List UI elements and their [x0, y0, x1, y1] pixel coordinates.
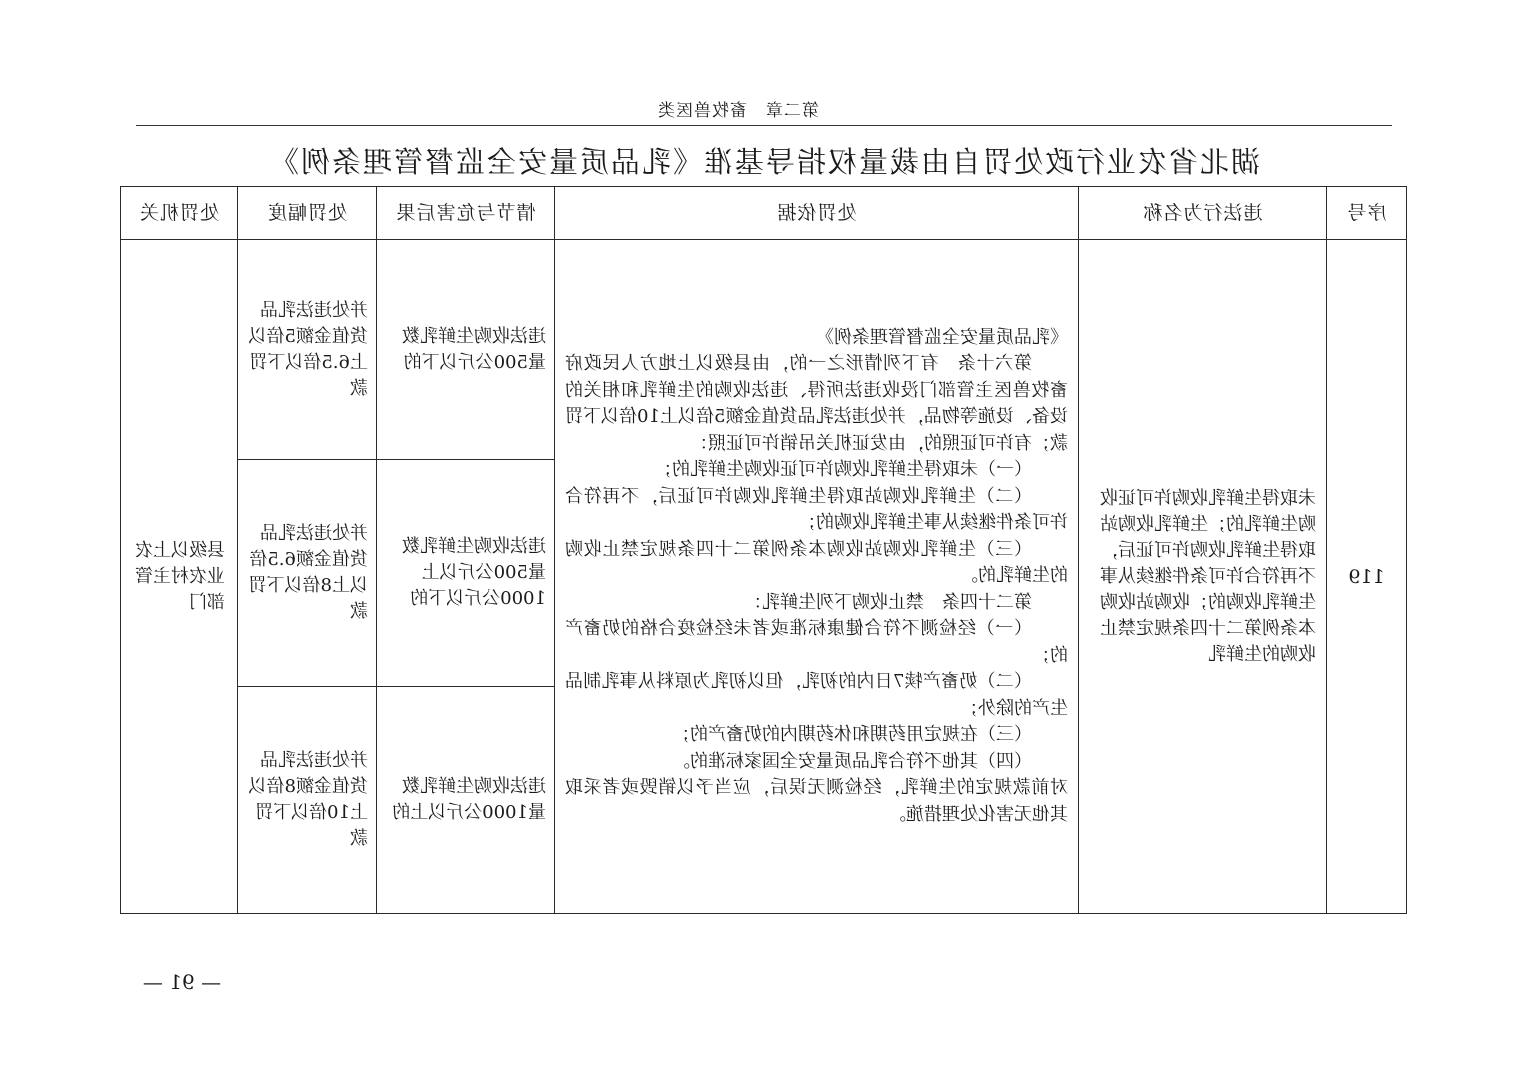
col-header-penalty: 处罚幅度 — [238, 187, 377, 240]
table-header-row — [121, 187, 1407, 240]
header-rule — [136, 125, 1392, 126]
cell-circumstance-2: 违法收购生鲜乳数量500公斤以上1000公斤以下的 — [377, 460, 555, 687]
col-header-violation: 违法行为名称 — [1079, 187, 1327, 240]
penalty-table — [120, 186, 1407, 914]
basis-line: 《乳品质量安全监督管理条例》 — [816, 326, 1068, 348]
page-number: — 91 — — [142, 970, 222, 994]
table-row — [121, 240, 1407, 460]
basis-line: （一）未取得生鲜乳收购许可证收购生鲜乳的； — [654, 459, 1032, 481]
running-head: 第二章 畜牧兽医类 — [657, 101, 819, 121]
basis-line: 对前款规定的生鲜乳，经检测无误后，应当予以销毁或者采取其他无害化处理措施。 — [565, 777, 1068, 825]
basis-line: （四）其他不符合乳品质量安全国家标准的。 — [672, 750, 1032, 772]
basis-line: （三）生鲜乳收购站收购本条例第二十四条规定禁止收购的生鲜乳的。 — [565, 538, 1068, 587]
cell-authority: 县级以上农业农村主管部门 — [121, 240, 238, 914]
cell-violation: 未取得生鲜乳收购许可证收购生鲜乳的；生鲜乳收购站取得生鲜乳收购许可证后，不再符合许可条件继续从事生鲜乳收购的；收购站收购本条例第二十四条规定禁止收购的生鲜乳 — [1079, 240, 1327, 914]
basis-line: 第六十条 有下列情形之一的，由县级以上地方人民政府畜牧兽医主管部门没收违法所得、违法收购的生鲜乳和相关的设备、设施等物品，并处违法乳品货值金额5倍以上10倍以下罚款；有许可证照的，由发证机关吊销许可证照： — [565, 353, 1068, 454]
cell-no: 119 — [1327, 240, 1407, 914]
col-header-no: 序号 — [1327, 187, 1407, 240]
cell-circumstance-3: 违法收购生鲜乳数量1000公斤以上的 — [377, 687, 555, 914]
basis-line: 第二十四条 禁止收购下列生鲜乳： — [744, 591, 1032, 613]
col-header-circumstance: 情节与危害后果 — [377, 187, 555, 240]
cell-circumstance-1: 违法收购生鲜乳数量500公斤以下的 — [377, 240, 555, 460]
basis-line: （一）经检测不符合健康标准或者未经检疫合格的奶畜产的； — [565, 618, 1068, 666]
basis-line: （二）生鲜乳收购站取得生鲜乳收购许可证后，不再符合许可条件继续从事生鲜乳收购的； — [565, 485, 1068, 534]
document-title: 湖北省农业行政处罚自由裁量权指导基准《乳品质量安全监督管理条例》 — [268, 145, 1261, 179]
cell-penalty-3: 并处违法乳品货值金额8倍以上10倍以下罚款 — [238, 687, 377, 914]
col-header-authority: 处罚机关 — [121, 187, 238, 240]
col-header-basis: 处罚依据 — [555, 187, 1079, 240]
basis-line: （二）奶畜产犊7日内的初乳，但以初乳为原料从事乳制品生产的除外； — [565, 671, 1068, 719]
cell-basis — [555, 240, 1079, 914]
basis-line: （三）在规定用药期和休药期内的奶畜产的； — [672, 724, 1032, 746]
cell-penalty-2: 并处违法乳品货值金额6.5倍以上8倍以下罚款 — [238, 460, 377, 687]
cell-penalty-1: 并处违法乳品货值金额5倍以上6.5倍以下罚款 — [238, 240, 377, 460]
